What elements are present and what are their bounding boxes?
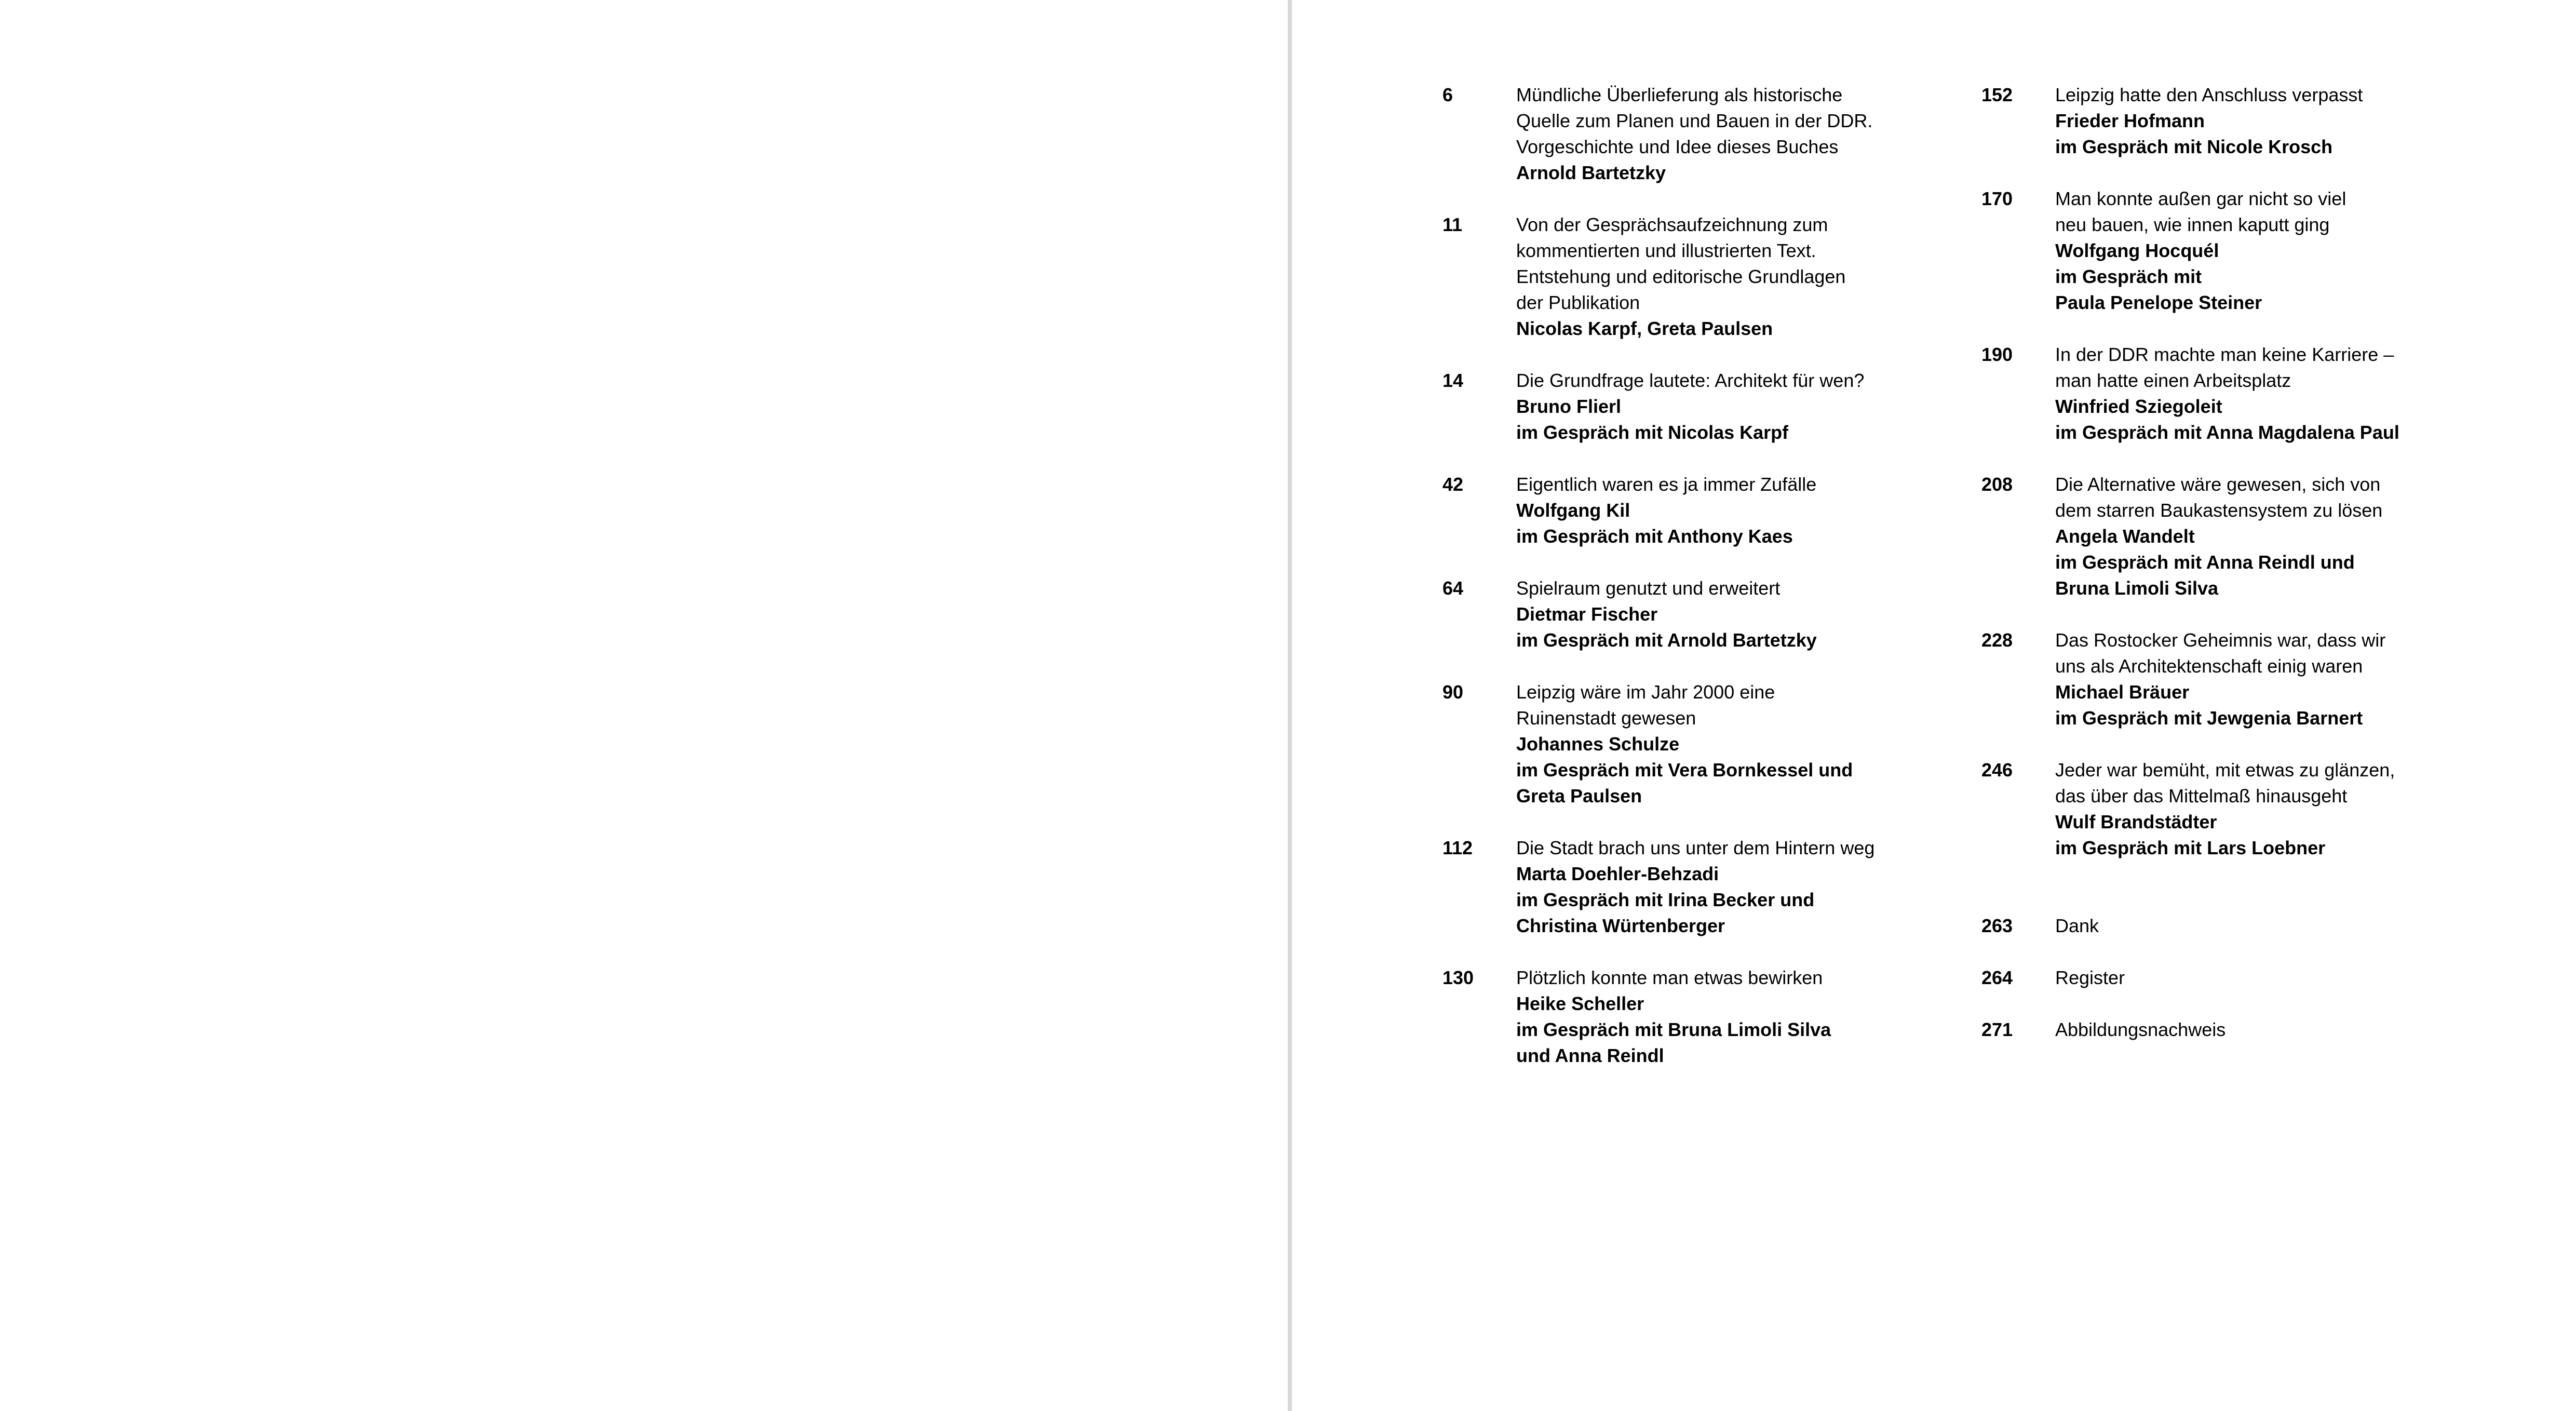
toc-entry [1442,679,1910,809]
toc-page-number: 208 [1981,474,2013,495]
toc-title: Dank [2055,915,2099,936]
toc-entry [1442,368,1910,446]
toc-page-number: 271 [1981,1019,2013,1040]
toc-page-number: 11 [1442,214,1463,235]
toc-title: Jeder war bemüht, mit etwas zu glänzen, das über das Mittelmaß hinausgeht [2055,759,2395,807]
toc-page-number: 246 [1981,759,2013,781]
toc-entry [1442,82,1910,186]
toc-entry [1442,472,1910,549]
toc-author: Johannes Schulze im Gespräch mit Vera Bornkessel und Greta Paulsen [1516,733,1853,807]
toc-entry [1981,1017,2475,1043]
toc-page-number: 228 [1981,629,2013,651]
right-page-contents [1292,0,2576,1411]
toc-title: Man konnte außen gar nicht so viel neu bauen, wie innen kaputt ging [2055,188,2346,235]
toc-page-number: 42 [1442,474,1464,495]
toc-title: Mündliche Überlieferung als historische Quelle zum Planen und Bauen in der DDR. Vorgeschichte und Idee dieses Buches [1516,84,1873,157]
toc-author: Arnold Bartetzky [1516,162,1666,183]
toc-title: Leipzig wäre im Jahr 2000 eine Ruinenstadt gewesen [1516,681,1775,729]
toc-entry [1442,835,1910,939]
toc-author: Heike Scheller im Gespräch mit Bruna Limoli Silva und Anna Reindl [1516,993,1831,1066]
toc-author: Bruno Flierl im Gespräch mit Nicolas Karpf [1516,396,1789,443]
toc-page-number: 130 [1442,967,1474,988]
toc-entry [1981,627,2475,731]
toc-author: Angela Wandelt im Gespräch mit Anna Reindl und Bruna Limoli Silva [2055,526,2355,599]
toc-page-number: 263 [1981,915,2013,936]
toc-author: Frieder Hofmann im Gespräch mit Nicole Krosch [2055,110,2333,157]
toc-title: Die Grundfrage lautete: Architekt für wen? [1516,370,1865,391]
toc-page-number: 264 [1981,967,2013,988]
toc-page-number: 112 [1442,837,1473,858]
toc-title: Leipzig hatte den Anschluss verpasst [2055,84,2363,105]
toc-column-right [1981,82,2475,1069]
toc-entry [1981,82,2475,160]
toc-author: Winfried Sziegoleit im Gespräch mit Anna Magdalena Paul [2055,396,2399,443]
toc-entry [1442,212,1910,342]
toc-title: Eigentlich waren es ja immer Zufälle [1516,474,1817,495]
toc-author: Nicolas Karpf, Greta Paulsen [1516,318,1773,339]
toc-title: Von der Gesprächsaufzeichnung zum kommentierten und illustrierten Text. Entstehung und editorische Grundlagen der Publikation [1516,214,1846,313]
toc-author: Marta Doehler-Behzadi im Gespräch mit Irina Becker und Christina Würtenberger [1516,863,1815,936]
toc-title: Die Stadt brach uns unter dem Hintern weg [1516,837,1875,858]
toc-title: In der DDR machte man keine Karriere – man hatte einen Arbeitsplatz [2055,344,2394,391]
toc-page-number: 6 [1442,84,1453,105]
toc-page-number: 190 [1981,344,2013,365]
page-gutter [1288,0,1292,1411]
toc-page-number: 170 [1981,188,2013,209]
toc-page-number: 14 [1442,370,1464,391]
toc-entry [1442,575,1910,653]
toc-author: Wulf Brandstädter im Gespräch mit Lars Loebner [2055,811,2326,858]
toc-author: Wolfgang Kil im Gespräch mit Anthony Kaes [1516,500,1793,547]
toc-title: Die Alternative wäre gewesen, sich von dem starren Baukastensystem zu lösen [2055,474,2383,521]
toc-entry [1981,342,2475,446]
toc-title: Abbildungsnachweis [2055,1019,2226,1040]
toc-entry [1981,472,2475,601]
toc-entry [1981,965,2475,991]
toc-page-number: 152 [1981,84,2013,105]
toc-column-left [1442,82,1910,1095]
toc-author: Wolfgang Hocquél im Gespräch mit Paula Penelope Steiner [2055,240,2262,313]
toc-title: Das Rostocker Geheimnis war, dass wir uns als Architektenschaft einig waren [2055,629,2386,677]
toc-entry [1981,913,2475,939]
toc-entry [1981,186,2475,316]
toc-title: Plötzlich konnte man etwas bewirken [1516,967,1823,988]
toc-page-number: 64 [1442,577,1464,599]
toc-author: Michael Bräuer im Gespräch mit Jewgenia Barnert [2055,681,2363,729]
toc-title: Register [2055,967,2125,988]
toc-entry [1442,965,1910,1069]
toc-author: Dietmar Fischer im Gespräch mit Arnold Bartetzky [1516,603,1817,651]
toc-entry [1981,757,2475,861]
toc-title: Spielraum genutzt und erweitert [1516,577,1781,599]
toc-page-number: 90 [1442,681,1464,703]
